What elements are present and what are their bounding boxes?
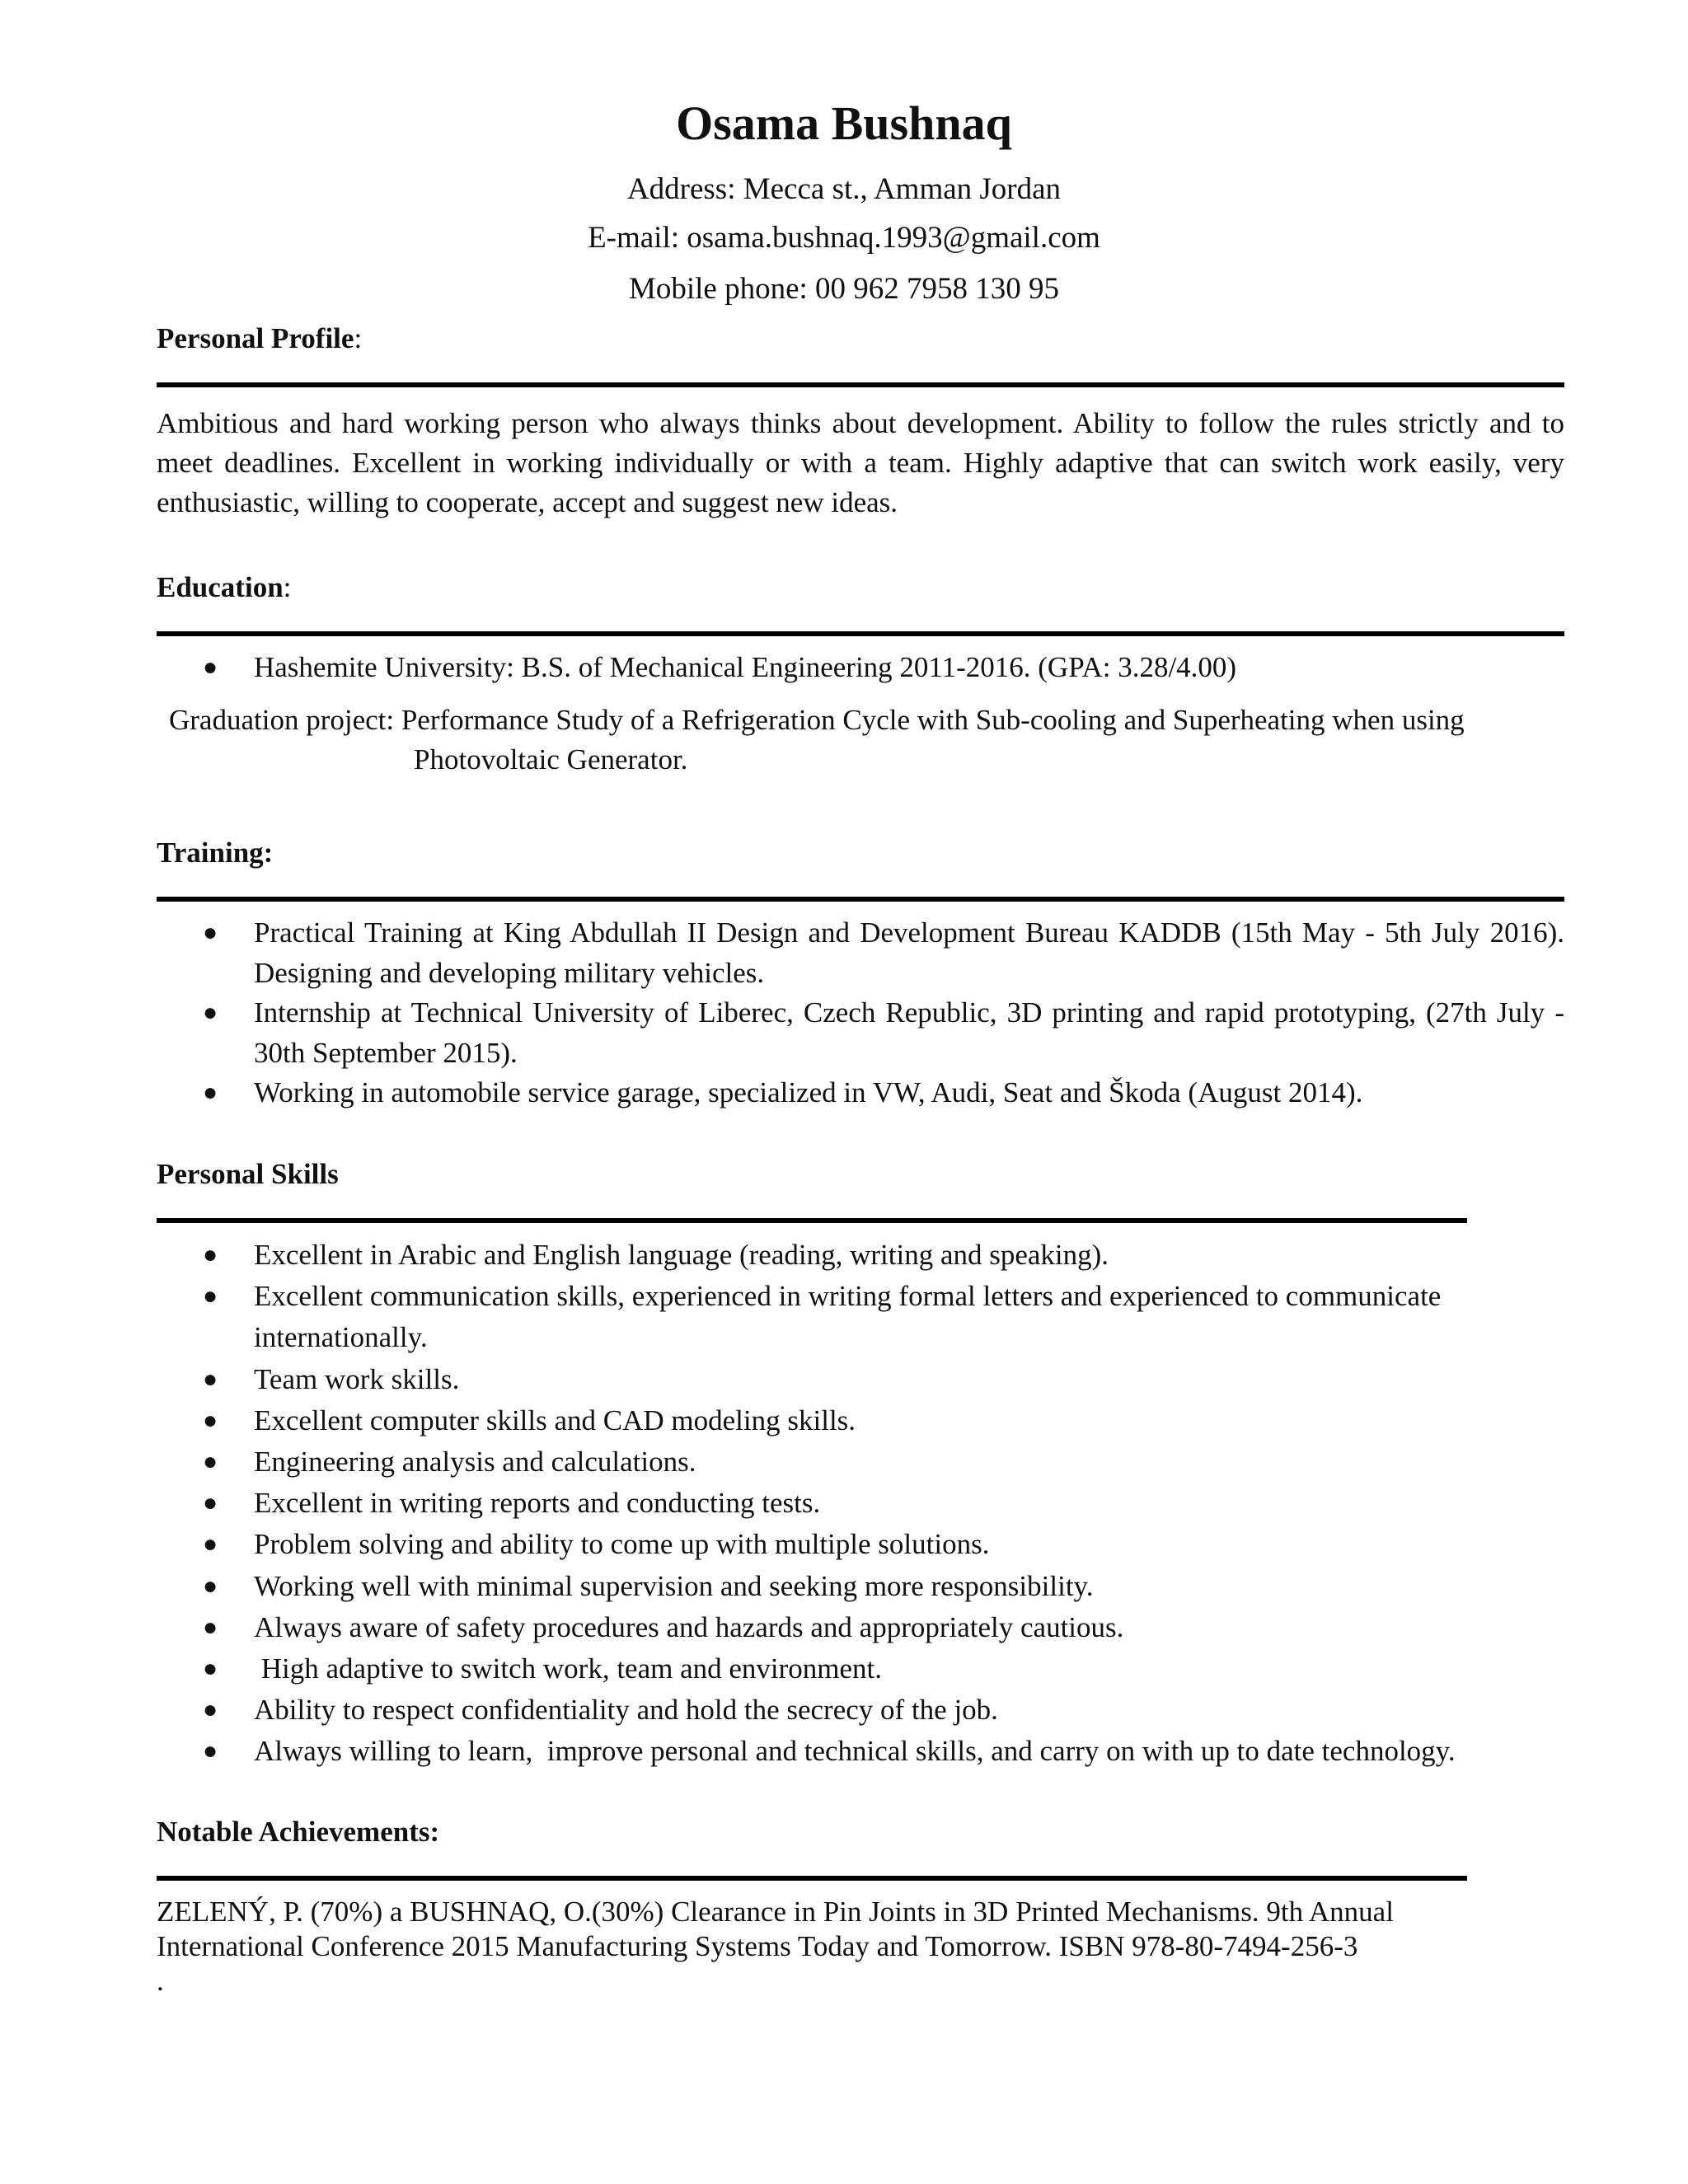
achievement-line-1: ZELENÝ, P. (70%) a BUSHNAQ, O.(30%) Clearance in Pin Joints in 3D Printed Mechanisms. 9th Annual <box>157 1896 1394 1928</box>
profile-line-3: enthusiastic, willing to cooperate, accept and suggest new ideas. <box>157 486 898 518</box>
phone-line: Mobile phone: 00 962 7958 130 95 <box>628 272 1060 306</box>
skill-item <box>157 1566 1517 1607</box>
bullet-icon: ● <box>203 1572 218 1600</box>
skill-item-text: Ability to respect confidentiality and hold the secrecy of the job. <box>254 1694 998 1727</box>
skills-heading-label: Personal Skills <box>157 1158 339 1190</box>
achievements-divider <box>157 1876 1467 1881</box>
skill-item-text: Engineering analysis and calculations. <box>254 1446 696 1479</box>
skill-item-text: Problem solving and ability to come up with multiple solutions. <box>254 1528 990 1561</box>
skill-item-text: Team work skills. <box>254 1362 460 1395</box>
education-heading <box>157 569 291 607</box>
profile-line-1: Ambitious and hard working person who always thinks about development. Ability to follow the rules strictly and to <box>157 407 1564 439</box>
bullet-icon: ● <box>203 919 218 946</box>
address-line: Address: Mecca st., Amman Jordan <box>626 172 1062 206</box>
skill-item <box>157 1731 1517 1772</box>
education-divider <box>157 631 1564 636</box>
graduation-project-line-1: Graduation project: Performance Study of a Refrigeration Cycle with Sub-cooling and Superheating when using <box>169 704 1465 736</box>
skill-item <box>157 1235 1517 1276</box>
email-line[interactable]: E-mail: osama.bushnaq.1993@gmail.com <box>588 221 1100 255</box>
training-item-text: Internship at Technical University of Liberec, Czech Republic, 3D printing and rapid prototyping, (27th July - 30th September 2015). <box>254 996 1564 1069</box>
training-item-text: Practical Training at King Abdullah II Design and Development Bureau KADDB (15th May - 5th July 2016). Designing and developing military vehicles. <box>254 916 1564 989</box>
achievement-line-2: International Conference 2015 Manufacturing Systems Today and Tomorrow. ISBN 978-80-7494-256-3 <box>157 1930 1358 1962</box>
bullet-icon: ● <box>203 1079 218 1106</box>
skills-list <box>157 1235 1517 1773</box>
training-item <box>157 1073 1564 1113</box>
bullet-icon: ● <box>203 1655 218 1683</box>
skill-item-text: Always willing to learn, improve personal and technical skills, and carry on with up to date technology. <box>254 1735 1456 1768</box>
training-item <box>157 913 1564 993</box>
education-list <box>157 648 1564 688</box>
profile-divider <box>157 382 1564 387</box>
skill-item-text: Excellent communication skills, experienced in writing formal letters and experienced to communicate internationally. <box>254 1280 1442 1354</box>
education-item-text: Hashemite University: B.S. of Mechanical Engineering 2011-2016. (GPA: 3.28/4.00) <box>254 651 1237 683</box>
skills-heading <box>157 1155 339 1193</box>
skills-divider <box>157 1218 1467 1223</box>
skill-item-text: Working well with minimal supervision and seeking more responsibility. <box>254 1569 1094 1602</box>
skill-item-text: Excellent computer skills and CAD modeling skills. <box>254 1404 856 1436</box>
skill-item <box>157 1607 1517 1648</box>
bullet-icon: ● <box>203 1282 218 1310</box>
skill-item-text: Excellent in writing reports and conducting tests. <box>254 1487 821 1520</box>
skill-item-text: Always aware of safety procedures and hazards and appropriately cautious. <box>254 1610 1124 1643</box>
bullet-icon: ● <box>203 1530 218 1558</box>
training-item-text: Working in automobile service garage, specialized in VW, Audi, Seat and Škoda (August 2014). <box>254 1076 1363 1108</box>
bullet-icon: ● <box>203 1489 218 1517</box>
achievements-heading-label: Notable Achievements: <box>157 1816 440 1848</box>
skill-item-text: High adaptive to switch work, team and environment. <box>254 1652 883 1685</box>
profile-heading-label: Personal Profile <box>157 322 354 354</box>
bullet-icon: ● <box>203 1696 218 1724</box>
bullet-icon: ● <box>203 1365 218 1393</box>
bullet-icon: ● <box>203 999 218 1026</box>
achievements-heading <box>157 1813 439 1851</box>
skill-item <box>157 1276 1517 1358</box>
skill-item <box>157 1690 1517 1731</box>
candidate-name: Osama Bushnaq <box>676 96 1012 150</box>
bullet-icon: ● <box>203 1737 218 1765</box>
bullet-icon: ● <box>203 1241 218 1268</box>
skill-item <box>157 1441 1517 1483</box>
bullet-icon: ● <box>203 1613 218 1641</box>
training-item <box>157 993 1564 1073</box>
achievement-line-3: . <box>157 1965 164 1997</box>
bullet-icon: ● <box>203 1406 218 1434</box>
bullet-icon: ● <box>203 654 218 681</box>
bullet-icon: ● <box>203 1448 218 1476</box>
training-heading-label: Training: <box>157 837 274 869</box>
skill-item <box>157 1648 1517 1690</box>
education-heading-colon: : <box>283 571 292 603</box>
skill-item <box>157 1359 1517 1400</box>
education-heading-label: Education <box>157 571 284 603</box>
profile-heading <box>157 320 362 358</box>
graduation-project-line-2: Photovoltaic Generator. <box>414 743 688 776</box>
skill-item <box>157 1400 1517 1441</box>
profile-text <box>157 404 1564 523</box>
training-heading <box>157 834 273 872</box>
training-divider <box>157 897 1564 902</box>
skill-item-text: Excellent in Arabic and English language (reading, writing and speaking). <box>254 1239 1109 1271</box>
education-item <box>157 648 1564 688</box>
training-list <box>157 913 1564 1113</box>
skill-item <box>157 1524 1517 1565</box>
profile-line-2: meet deadlines. Excellent in working individually or with a team. Highly adaptive that can switch work easily, very <box>157 447 1564 479</box>
skill-item <box>157 1483 1517 1524</box>
profile-heading-colon: : <box>354 322 363 354</box>
